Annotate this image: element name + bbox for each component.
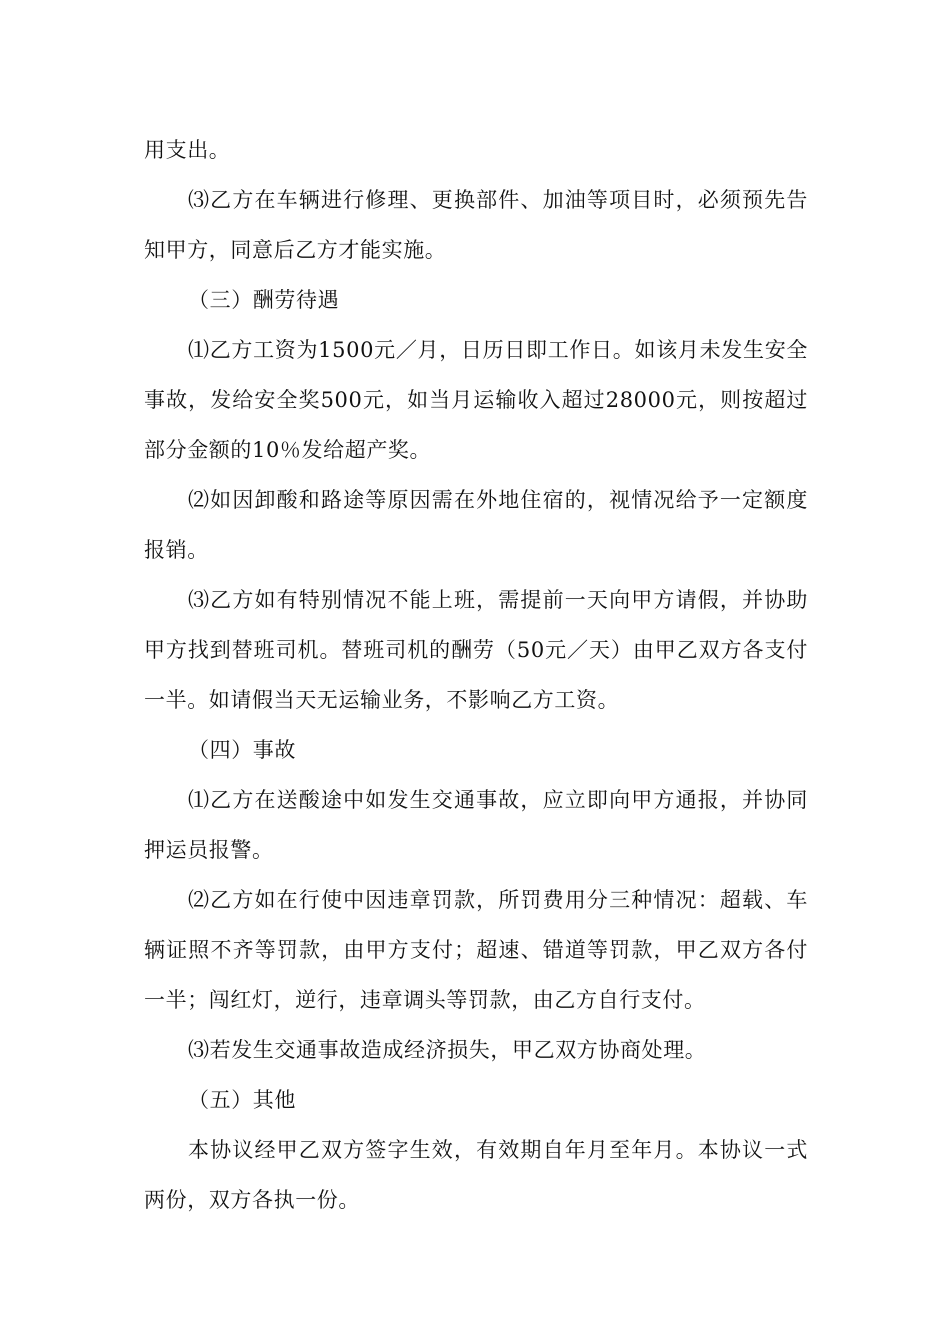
document-body <box>144 125 808 1225</box>
section-heading-accident: （四）事故 <box>188 738 296 762</box>
paragraph-clause-4-2: ⑵乙方如在行使中因违章罚款，所罚费用分三种情况：超载、车辆证照不齐等罚款，由甲方支付；超速、错道等罚款，甲乙双方各付一半；闯红灯，逆行，违章调头等罚款，由乙方自行支付。 <box>144 888 808 1012</box>
paragraph-clause-3-3: ⑶乙方如有特别情况不能上班，需提前一天向甲方请假，并协助甲方找到替班司机。替班司机的酬劳（50元／天）由甲乙双方各支付一半。如请假当天无运输业务，不影响乙方工资。 <box>144 588 808 712</box>
paragraph-clause-4-1: ⑴乙方在送酸途中如发生交通事故，应立即向甲方通报，并协同押运员报警。 <box>144 788 808 862</box>
section-heading-remuneration: （三）酬劳待遇 <box>188 288 340 312</box>
paragraph-validity: 本协议经甲乙双方签字生效，有效期自年月至年月。本协议一式两份，双方各执一份。 <box>144 1138 808 1212</box>
paragraph-clause-3-1: ⑴乙方工资为1500元／月，日历日即工作日。如该月未发生安全事故，发给安全奖500元，如当月运输收入超过28000元，则按超过部分金额的10％发给超产奖。 <box>144 338 808 462</box>
section-heading-other: （五）其他 <box>188 1088 296 1112</box>
paragraph-continuation: 用支出。 <box>144 138 231 162</box>
paragraph-clause-3-2: ⑵如因卸酸和路途等原因需在外地住宿的，视情况给予一定额度报销。 <box>144 488 808 562</box>
paragraph-clause-2-3: ⑶乙方在车辆进行修理、更换部件、加油等项目时，必须预先告知甲方，同意后乙方才能实施。 <box>144 188 808 262</box>
paragraph-clause-4-3: ⑶若发生交通事故造成经济损失，甲乙双方协商处理。 <box>188 1038 707 1062</box>
